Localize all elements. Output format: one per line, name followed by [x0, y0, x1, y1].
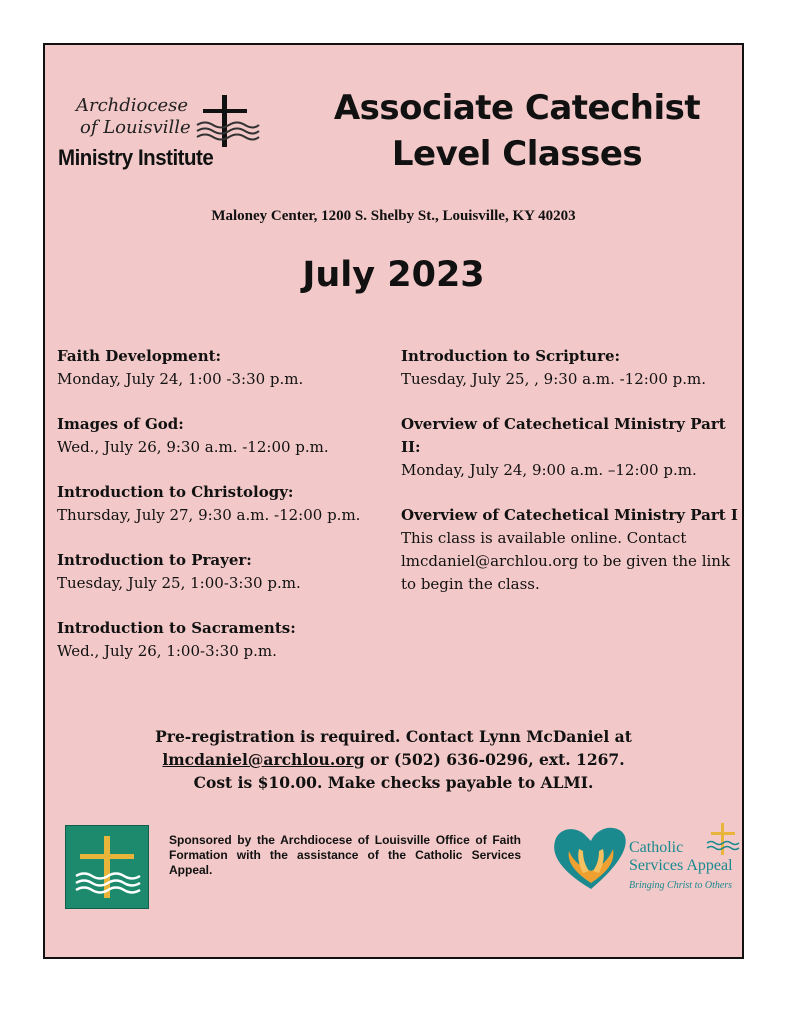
class-entry — [57, 481, 397, 527]
class-time: Monday, July 24, 1:00 -3:30 p.m. — [57, 370, 304, 388]
class-name: Introduction to Prayer: — [57, 551, 252, 569]
sponsor-text: Sponsored by the Archdiocese of Louisville Office of Faith Formation with the assistance of the Catholic Services Appeal. — [169, 833, 521, 877]
title-line-2: Level Classes — [391, 134, 643, 174]
csa-name — [629, 839, 733, 875]
class-name: Overview of Catechetical Ministry Part I — [401, 506, 738, 524]
prereg-line-3: Cost is $10.00. Make checks payable to ALMI. — [193, 773, 594, 792]
page-title — [307, 85, 727, 177]
class-entry — [401, 504, 741, 596]
class-time: This class is available online. Contact lmcdaniel@archlou.org to be given the link to begin the class. — [401, 529, 731, 593]
heart-hands-icon — [551, 823, 631, 893]
class-name: Faith Development: — [57, 347, 222, 365]
class-entry — [57, 345, 397, 391]
cross-waves-icon — [191, 95, 261, 147]
class-entry — [401, 345, 741, 391]
csa-line-1: Catholic — [629, 839, 684, 856]
class-name: Overview of Catechetical Ministry Part II: — [401, 415, 726, 456]
faith-formation-logo — [65, 825, 149, 909]
gold-cross-waves-icon — [66, 826, 148, 908]
contact-email-link[interactable]: lmcdaniel@archlou.org — [162, 750, 365, 769]
class-entry — [57, 549, 397, 595]
contact-phone: or (502) 636-0296, ext. 1267. — [364, 750, 625, 769]
prereg-line-1: Pre-registration is required. Contact Lynn McDaniel at — [155, 727, 632, 746]
class-list-right — [401, 345, 741, 618]
class-name: Images of God: — [57, 415, 184, 433]
class-time: Monday, July 24, 9:00 a.m. –12:00 p.m. — [401, 461, 697, 479]
logo-line-louisville: of Louisville — [80, 117, 191, 138]
catholic-services-appeal-logo — [551, 823, 741, 893]
class-name: Introduction to Sacraments: — [57, 619, 296, 637]
prereg-line-2 — [45, 748, 742, 771]
class-entry — [57, 617, 397, 663]
class-time: Thursday, July 27, 9:30 a.m. -12:00 p.m. — [57, 506, 361, 524]
class-name: Introduction to Christology: — [57, 483, 294, 501]
title-line-1: Associate Catechist — [333, 88, 701, 128]
class-time: Wed., July 26, 9:30 a.m. -12:00 p.m. — [57, 438, 329, 456]
ministry-institute-logo — [58, 95, 278, 179]
month-heading: July 2023 — [302, 255, 485, 295]
logo-line-ministry-institute: Ministry Institute — [58, 145, 214, 170]
preregistration-notice — [45, 725, 742, 794]
class-entry — [57, 413, 397, 459]
csa-tagline: Bringing Christ to Others — [629, 880, 733, 891]
class-time: Tuesday, July 25, 1:00-3:30 p.m. — [57, 574, 301, 592]
logo-line-archdiocese: Archdiocese — [76, 95, 189, 116]
class-entry — [401, 413, 741, 482]
class-list-left — [57, 345, 397, 685]
flyer — [43, 43, 744, 959]
address: Maloney Center, 1200 S. Shelby St., Louisville, KY 40203 — [211, 208, 576, 224]
class-time: Wed., July 26, 1:00-3:30 p.m. — [57, 642, 277, 660]
csa-line-2: Services Appeal — [629, 857, 733, 874]
class-time: Tuesday, July 25, , 9:30 a.m. -12:00 p.m. — [401, 370, 707, 388]
class-name: Introduction to Scripture: — [401, 347, 621, 365]
